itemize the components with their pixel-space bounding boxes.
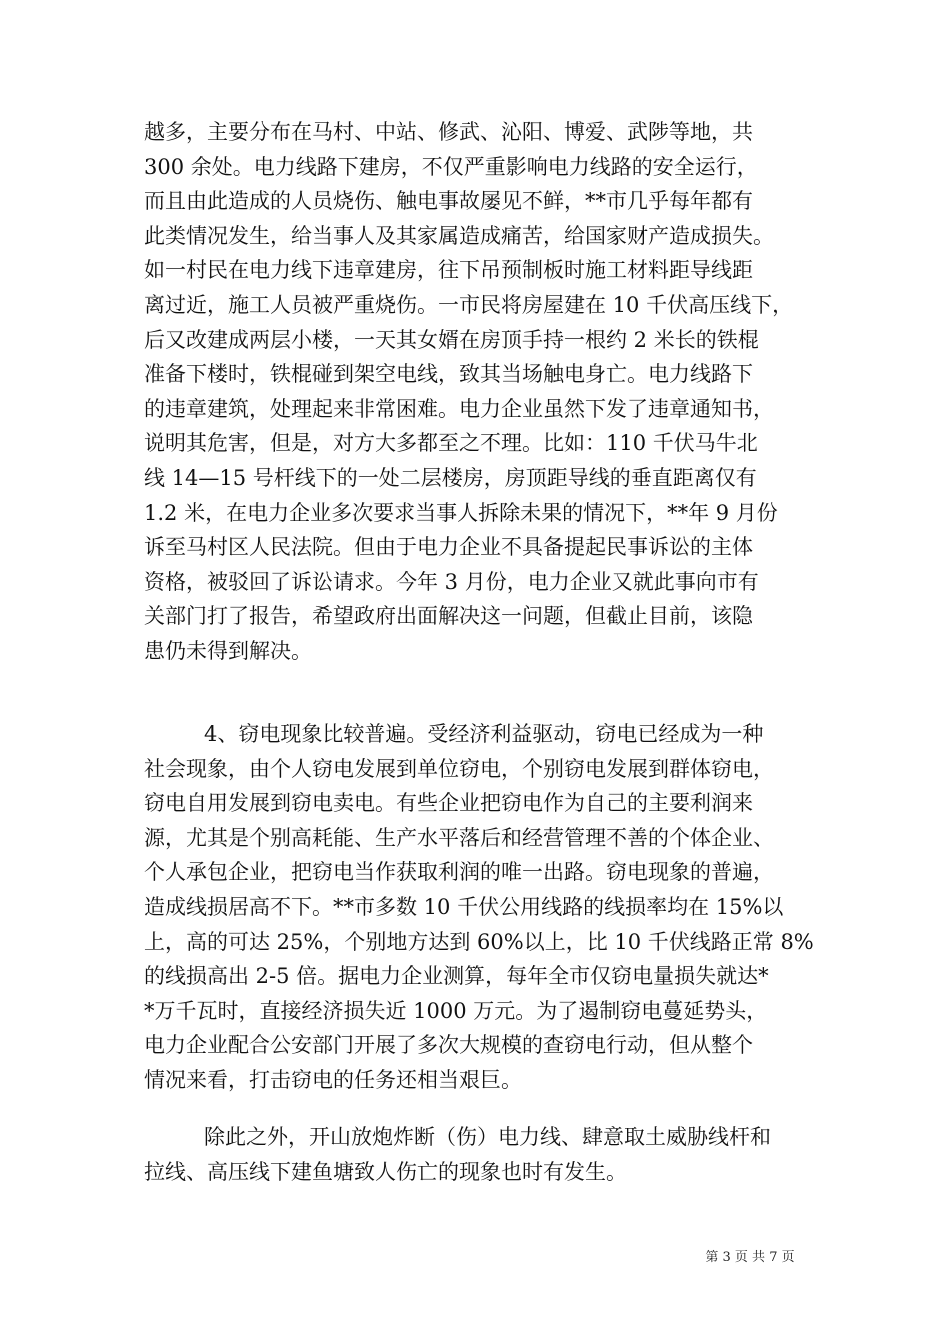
text-line: 诉至马村区人民法院。但由于电力企业不具备提起民事诉讼的主体 [144, 535, 753, 560]
text-line: 患仍未得到解决。 [144, 638, 312, 663]
text-line: 1.2 米，在电力企业多次要求当事人拆除未果的情况下，**年 9 月份 [144, 500, 778, 525]
text-line: 电力企业配合公安部门开展了多次大规模的查窃电行动，但从整个 [144, 1033, 753, 1058]
text-line: 社会现象，由个人窃电发展到单位窃电，个别窃电发展到群体窃电， [144, 756, 774, 781]
text-line: 资格，被驳回了诉讼请求。今年 3 月份，电力企业又就此事向市有 [144, 569, 759, 594]
paragraph-electricity-theft [144, 717, 816, 1098]
text-line: 越多，主要分布在马村、中站、修武、沁阳、博爱、武陟等地，共 [144, 120, 753, 144]
text-line: 离过近，施工人员被严重烧伤。一市民将房屋建在 10 千伏高压线下， [144, 292, 794, 317]
text-line: 源，尤其是个别高耗能、生产水平落后和经营管理不善的个体企业、 [144, 825, 774, 850]
page-number-footer: 第 3 页 共 7 页 [705, 1250, 795, 1265]
text-line: 的线损高出 2-5 倍。据电力企业测算，每年全市仅窃电量损失就达* [144, 964, 769, 989]
paragraph-illegal-construction [144, 115, 816, 669]
paragraph-other-hazards [144, 1120, 816, 1189]
text-line: *万千瓦时，直接经济损失近 1000 万元。为了遏制窃电蔓延势头， [144, 998, 768, 1023]
text-line: 后又改建成两层小楼，一天其女婿在房顶手持一根约 2 米长的铁棍 [144, 327, 759, 352]
text-line: 上，高的可达 25%，个别地方达到 60%以上，比 10 千伏线路正常 8% [144, 929, 814, 954]
text-line: 除此之外，开山放炮炸断（伤）电力线、肆意取土威胁线杆和 [204, 1125, 771, 1149]
text-line: 说明其危害，但是，对方大多都至之不理。比如：110 千伏马牛北 [144, 431, 758, 456]
text-line: 如一村民在电力线下违章建房，往下吊预制板时施工材料距导线距 [144, 258, 753, 283]
text-line: 的违章建筑，处理起来非常困难。电力企业虽然下发了违章通知书， [144, 396, 774, 421]
text-line: 关部门打了报告，希望政府出面解决这一问题，但截止目前，该隐 [144, 604, 753, 629]
text-line: 情况来看，打击窃电的任务还相当艰巨。 [144, 1067, 522, 1092]
text-line: 此类情况发生，给当事人及其家属造成痛苦，给国家财产造成损失。 [144, 223, 774, 248]
text-line: 拉线、高压线下建鱼塘致人伤亡的现象也时有发生。 [144, 1159, 627, 1184]
text-line: 300 余处。电力线路下建房，不仅严重影响电力线路的安全运行， [144, 154, 758, 179]
text-line: 线 14—15 号杆线下的一处二层楼房，房顶距导线的垂直距离仅有 [144, 465, 757, 490]
text-line: 造成线损居高不下。**市多数 10 千伏公用线路的线损率均在 15%以 [144, 894, 784, 919]
text-line: 窃电自用发展到窃电卖电。有些企业把窃电作为自己的主要利润来 [144, 791, 753, 816]
text-line: 准备下楼时，铁棍碰到架空电线，致其当场触电身亡。电力线路下 [144, 362, 753, 387]
text-line: 而且由此造成的人员烧伤、触电事故屡见不鲜，**市几乎每年都有 [144, 189, 753, 214]
text-line: 个人承包企业，把窃电当作获取利润的唯一出路。窃电现象的普遍， [144, 860, 774, 885]
text-line: 4、窃电现象比较普遍。受经济利益驱动，窃电已经成为一种 [204, 722, 764, 746]
